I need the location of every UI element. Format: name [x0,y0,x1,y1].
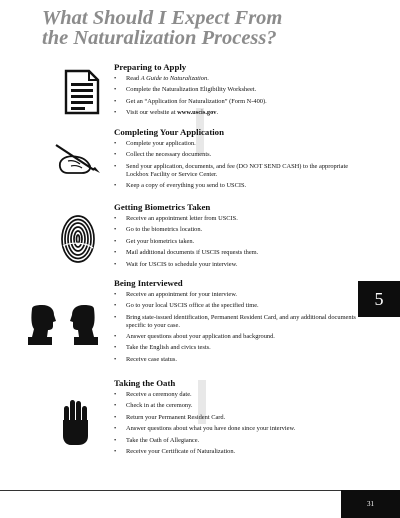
list-item: • Complete the Naturalization Eligibility Worksheet. [114,86,364,94]
page-number: 31 [341,490,400,518]
list-item: • Get an “Application for Naturalization” (Form N-400). [114,98,364,106]
list-item: • Receive an appointment letter from USCIS. [114,215,364,223]
raised-hand-icon [60,398,90,446]
section-heading: Taking the Oath [114,378,176,388]
document-icon [62,69,102,115]
website-link[interactable]: www.uscis.gov [177,109,217,117]
section-heading: Being Interviewed [114,278,183,288]
list-item: • Mail additional documents if USCIS requests them. [114,249,364,257]
section-preparing-to-apply [114,62,364,121]
list-item: • Wait for USCIS to schedule your interview. [114,261,364,269]
list-item: • Answer questions about your application and background. [114,333,364,341]
list-item: • Collect the necessary documents. [114,151,364,159]
list-item: • Send your application, documents, and fee (DO NOT SEND CASH) to the appropriate Lockbox Facility or Service Center. [114,163,364,179]
section-heading: Preparing to Apply [114,62,187,72]
chapter-tab: 5 [358,281,400,317]
list-item: • Go to your local USCIS office at the specified time. [114,302,364,310]
title-line-2: the Naturalization Process? [42,27,277,49]
list-item: • Receive a ceremony date. [114,391,364,399]
list-item: • Go to the biometrics location. [114,226,364,234]
section-biometrics [114,202,364,272]
list-item: • Keep a copy of everything you send to USCIS. [114,182,364,190]
section-heading: Getting Biometrics Taken [114,202,211,212]
list-item: • Complete your application. [114,140,364,148]
two-heads-icon [28,305,98,345]
list-item: • Read A Guide to Naturalization. [114,75,364,83]
section-taking-the-oath [114,378,364,459]
footer-divider [0,490,400,491]
section-being-interviewed [114,278,364,367]
hand-writing-icon [54,143,104,177]
list-item: • Check in at the ceremony. [114,402,364,410]
list-item: • Return your Permanent Resident Card. [114,414,364,422]
list-item: • Answer questions about what you have done since your interview. [114,425,364,433]
list-item: • Receive case status. [114,356,364,364]
list-item: • Get your biometrics taken. [114,238,364,246]
list-item: • Visit our website at www.uscis.gov. [114,109,364,117]
fingerprint-icon [60,214,96,264]
section-heading: Completing Your Application [114,127,224,137]
list-item: • Bring state-issued identification, Permanent Resident Card, and any additional documents specific to your case. [114,314,364,330]
section-completing-application [114,127,364,193]
list-item: • Take the English and civics tests. [114,344,364,352]
title-line-1: What Should I Expect From [42,7,283,29]
list-item: • Receive an appointment for your interview. [114,291,364,299]
list-item: • Take the Oath of Allegiance. [114,437,364,445]
page-title [42,8,372,48]
list-item: • Receive your Certificate of Naturalization. [114,448,364,456]
